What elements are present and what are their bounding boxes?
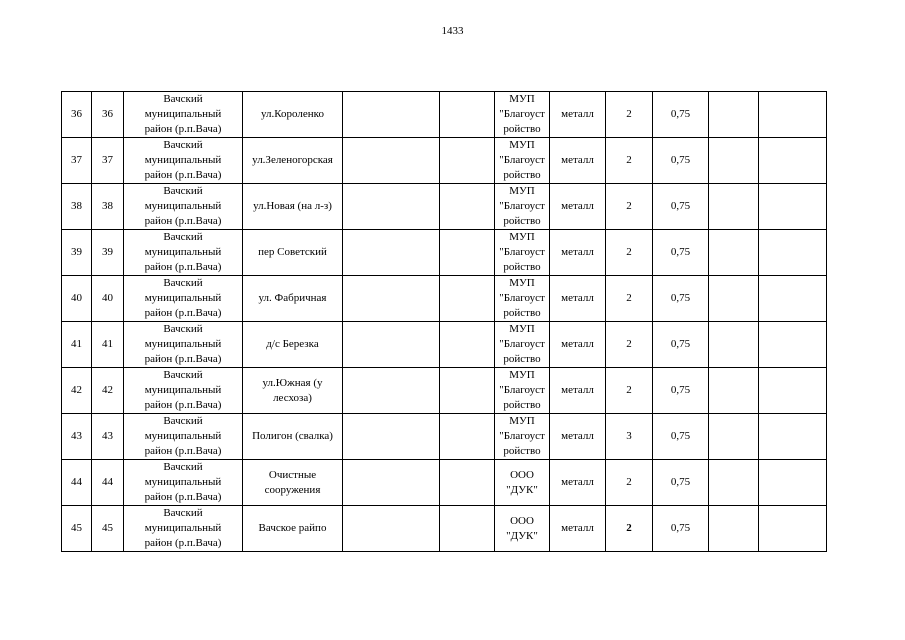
owner-line: МУП: [509, 277, 535, 289]
extra-cell-b-cell: [759, 506, 827, 552]
owner-line: ройство: [503, 261, 541, 273]
material-cell: металл: [550, 276, 606, 322]
district-line: муниципальный: [144, 154, 222, 166]
district-line: муниципальный: [144, 522, 222, 534]
container-volume-cell: 0,75: [653, 460, 709, 506]
location-line: ул.Зеленогорская: [252, 154, 333, 166]
site-number-cell: 36: [92, 92, 124, 138]
owner-cell: [495, 322, 550, 368]
extra-cell-b-cell: [759, 138, 827, 184]
extra-cell-b-cell: [759, 92, 827, 138]
location-cell: [243, 138, 343, 184]
location-line: лесхоза): [273, 391, 312, 404]
district-line: район (р.п.Вача): [144, 537, 222, 549]
container-count-cell: 3: [606, 414, 653, 460]
site-number-cell: 41: [92, 322, 124, 368]
table-row: [62, 276, 827, 322]
location-line: ул.Короленко: [261, 108, 324, 120]
table-row: [62, 414, 827, 460]
extra-cell-a-cell: [709, 230, 759, 276]
surface-cell-cell: [440, 92, 495, 138]
row-number-cell: 37: [62, 138, 92, 184]
container-count-cell: 2: [606, 230, 653, 276]
coordinates-cell-cell: [343, 460, 440, 506]
container-volume-cell: 0,75: [653, 230, 709, 276]
extra-cell-b-cell: [759, 230, 827, 276]
district-line: Вачский: [163, 461, 203, 473]
row-number-cell: 41: [62, 322, 92, 368]
surface-cell-cell: [440, 414, 495, 460]
coordinates-cell-cell: [343, 506, 440, 552]
district-line: муниципальный: [144, 108, 222, 120]
table-row: [62, 506, 827, 552]
location-line: Очистные: [268, 468, 317, 481]
surface-cell-cell: [440, 322, 495, 368]
district-line: Вачский: [163, 185, 203, 197]
extra-cell-a-cell: [709, 414, 759, 460]
owner-cell: [495, 138, 550, 184]
container-count-cell: 2: [606, 506, 653, 552]
container-volume-cell: 0,75: [653, 184, 709, 230]
coordinates-cell-cell: [343, 414, 440, 460]
district-cell: [124, 460, 243, 506]
table-row: [62, 92, 827, 138]
coordinates-cell-cell: [343, 92, 440, 138]
material-cell: металл: [550, 368, 606, 414]
site-number-cell: 40: [92, 276, 124, 322]
site-number-cell: 37: [92, 138, 124, 184]
owner-line: ройство: [503, 353, 541, 365]
owner-cell: [495, 276, 550, 322]
owner-line: "Благоуст: [499, 154, 545, 166]
surface-cell-cell: [440, 368, 495, 414]
district-cell: [124, 184, 243, 230]
district-line: район (р.п.Вача): [144, 445, 222, 457]
district-line: Вачский: [163, 369, 203, 381]
owner-line: ройство: [503, 307, 541, 319]
table-row: [62, 460, 827, 506]
container-count-cell: 2: [606, 368, 653, 414]
material-cell: металл: [550, 322, 606, 368]
owner-line: ройство: [503, 123, 541, 135]
location-line: Полигон (свалка): [252, 430, 333, 442]
district-line: муниципальный: [144, 476, 222, 488]
district-line: район (р.п.Вача): [144, 261, 222, 273]
site-number-cell: 42: [92, 368, 124, 414]
table-row: [62, 184, 827, 230]
surface-cell-cell: [440, 184, 495, 230]
owner-line: "Благоуст: [499, 292, 545, 304]
district-cell: [124, 276, 243, 322]
container-volume-cell: 0,75: [653, 138, 709, 184]
owner-line: МУП: [509, 369, 535, 381]
owner-line: ройство: [503, 399, 541, 411]
extra-cell-b-cell: [759, 460, 827, 506]
row-number-cell: 44: [62, 460, 92, 506]
district-cell: [124, 92, 243, 138]
row-number-cell: 38: [62, 184, 92, 230]
owner-cell: [495, 230, 550, 276]
owner-cell: [495, 506, 550, 552]
surface-cell-cell: [440, 138, 495, 184]
location-line: Вачское райпо: [258, 522, 327, 534]
waste-container-table: [61, 91, 827, 552]
owner-line: ройство: [503, 445, 541, 457]
container-count-cell: 2: [606, 184, 653, 230]
district-line: район (р.п.Вача): [144, 169, 222, 181]
owner-line: МУП: [509, 415, 535, 427]
site-number-cell: 44: [92, 460, 124, 506]
row-number-cell: 40: [62, 276, 92, 322]
surface-cell-cell: [440, 460, 495, 506]
owner-line: МУП: [509, 139, 535, 151]
surface-cell-cell: [440, 276, 495, 322]
district-line: Вачский: [163, 231, 203, 243]
container-volume-cell: 0,75: [653, 322, 709, 368]
extra-cell-a-cell: [709, 92, 759, 138]
site-number-cell: 38: [92, 184, 124, 230]
surface-cell-cell: [440, 230, 495, 276]
owner-cell: [495, 368, 550, 414]
district-line: муниципальный: [144, 384, 222, 396]
location-line: пер Советский: [258, 246, 327, 258]
material-cell: металл: [550, 184, 606, 230]
location-cell: [243, 230, 343, 276]
owner-line: "ДУК": [506, 529, 538, 542]
owner-line: МУП: [509, 185, 535, 197]
container-volume-cell: 0,75: [653, 506, 709, 552]
site-number-cell: 43: [92, 414, 124, 460]
location-cell: [243, 276, 343, 322]
container-count-cell: 2: [606, 92, 653, 138]
location-cell: [243, 414, 343, 460]
extra-cell-a-cell: [709, 506, 759, 552]
location-cell: [243, 460, 343, 506]
material-cell: металл: [550, 138, 606, 184]
owner-line: "Благоуст: [499, 384, 545, 396]
site-number-cell: 45: [92, 506, 124, 552]
extra-cell-b-cell: [759, 368, 827, 414]
owner-line: "Благоуст: [499, 430, 545, 442]
material-cell: металл: [550, 230, 606, 276]
table-row: [62, 368, 827, 414]
location-cell: [243, 368, 343, 414]
container-count-cell: 2: [606, 322, 653, 368]
district-cell: [124, 368, 243, 414]
table-row: [62, 138, 827, 184]
district-line: Вачский: [163, 415, 203, 427]
extra-cell-a-cell: [709, 460, 759, 506]
district-line: Вачский: [163, 93, 203, 105]
district-cell: [124, 506, 243, 552]
owner-cell: [495, 184, 550, 230]
material-cell: металл: [550, 506, 606, 552]
extra-cell-a-cell: [709, 276, 759, 322]
owner-line: МУП: [509, 231, 535, 243]
location-cell: [243, 184, 343, 230]
owner-line: ООО: [510, 514, 534, 527]
site-number-cell: 39: [92, 230, 124, 276]
coordinates-cell-cell: [343, 368, 440, 414]
location-line: сооружения: [264, 483, 321, 496]
owner-line: "ДУК": [506, 483, 538, 496]
extra-cell-a-cell: [709, 368, 759, 414]
location-cell: [243, 322, 343, 368]
location-line: д/с Березка: [266, 338, 319, 350]
location-cell: [243, 506, 343, 552]
row-number-cell: 42: [62, 368, 92, 414]
owner-line: "Благоуст: [499, 200, 545, 212]
extra-cell-a-cell: [709, 322, 759, 368]
owner-cell: [495, 92, 550, 138]
container-volume-cell: 0,75: [653, 368, 709, 414]
district-line: Вачский: [163, 277, 203, 289]
extra-cell-b-cell: [759, 276, 827, 322]
location-cell: [243, 92, 343, 138]
district-line: район (р.п.Вача): [144, 123, 222, 135]
coordinates-cell-cell: [343, 322, 440, 368]
district-cell: [124, 230, 243, 276]
coordinates-cell-cell: [343, 276, 440, 322]
material-cell: металл: [550, 460, 606, 506]
extra-cell-b-cell: [759, 322, 827, 368]
row-number-cell: 45: [62, 506, 92, 552]
coordinates-cell-cell: [343, 230, 440, 276]
location-line: ул.Южная (у: [262, 376, 323, 389]
owner-line: "Благоуст: [499, 338, 545, 350]
owner-line: МУП: [509, 323, 535, 335]
row-number-cell: 43: [62, 414, 92, 460]
container-volume-cell: 0,75: [653, 414, 709, 460]
district-cell: [124, 138, 243, 184]
district-line: район (р.п.Вача): [144, 353, 222, 365]
container-count-cell: 2: [606, 460, 653, 506]
district-line: район (р.п.Вача): [144, 399, 222, 411]
coordinates-cell-cell: [343, 138, 440, 184]
district-line: Вачский: [163, 507, 203, 519]
owner-cell: [495, 414, 550, 460]
extra-cell-a-cell: [709, 184, 759, 230]
district-line: Вачский: [163, 323, 203, 335]
owner-line: "Благоуст: [499, 246, 545, 258]
container-count-cell: 2: [606, 276, 653, 322]
district-line: муниципальный: [144, 246, 222, 258]
container-volume-cell: 0,75: [653, 92, 709, 138]
owner-line: МУП: [509, 93, 535, 105]
extra-cell-a-cell: [709, 138, 759, 184]
page-number: 1433: [441, 25, 464, 37]
row-number-cell: 39: [62, 230, 92, 276]
owner-line: ройство: [503, 169, 541, 181]
material-cell: металл: [550, 414, 606, 460]
district-cell: [124, 322, 243, 368]
table-row: [62, 230, 827, 276]
container-volume-cell: 0,75: [653, 276, 709, 322]
district-line: Вачский: [163, 139, 203, 151]
district-line: район (р.п.Вача): [144, 215, 222, 227]
district-line: район (р.п.Вача): [144, 491, 222, 503]
container-count-cell: 2: [606, 138, 653, 184]
surface-cell-cell: [440, 506, 495, 552]
location-line: ул.Новая (на л-з): [253, 200, 332, 212]
table-row: [62, 322, 827, 368]
location-line: ул. Фабричная: [258, 292, 327, 304]
row-number-cell: 36: [62, 92, 92, 138]
coordinates-cell-cell: [343, 184, 440, 230]
extra-cell-b-cell: [759, 414, 827, 460]
material-cell: металл: [550, 92, 606, 138]
district-line: муниципальный: [144, 200, 222, 212]
extra-cell-b-cell: [759, 184, 827, 230]
owner-line: ООО: [510, 468, 534, 481]
district-cell: [124, 414, 243, 460]
district-line: муниципальный: [144, 338, 222, 350]
district-line: муниципальный: [144, 292, 222, 304]
owner-line: ройство: [503, 215, 541, 227]
district-line: муниципальный: [144, 430, 222, 442]
owner-cell: [495, 460, 550, 506]
owner-line: "Благоуст: [499, 108, 545, 120]
district-line: район (р.п.Вача): [144, 307, 222, 319]
